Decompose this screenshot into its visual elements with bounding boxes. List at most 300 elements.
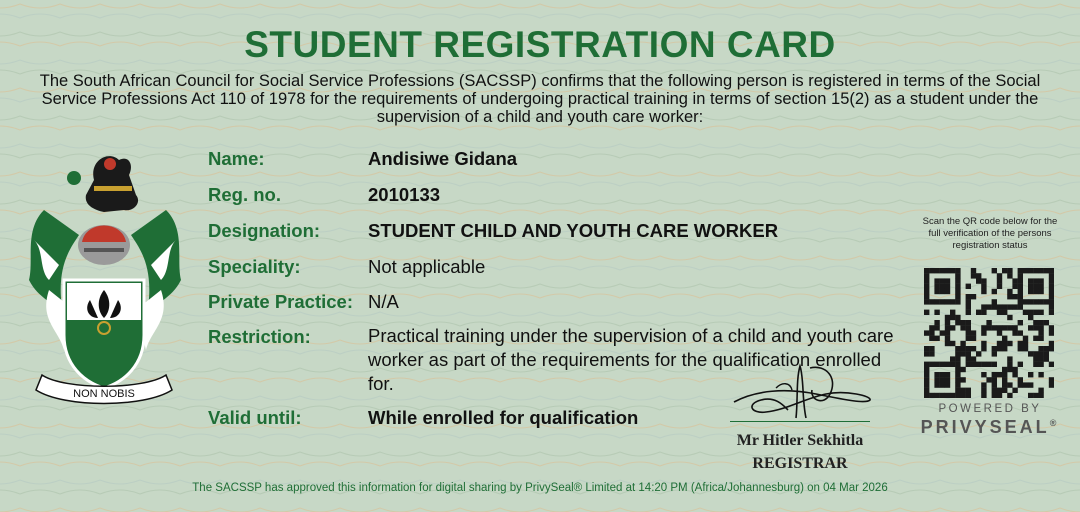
qr-module xyxy=(1044,268,1049,273)
qr-module xyxy=(955,362,960,367)
qr-module xyxy=(955,315,960,320)
qr-module xyxy=(924,382,929,387)
qr-module xyxy=(997,393,1002,398)
qr-module xyxy=(955,356,960,361)
qr-module xyxy=(945,325,950,330)
qr-module xyxy=(940,284,945,289)
qr-module xyxy=(940,330,945,335)
qr-module xyxy=(1038,356,1043,361)
qr-module xyxy=(1028,310,1033,315)
qr-module xyxy=(1038,284,1043,289)
qr-module xyxy=(940,382,945,387)
qr-module xyxy=(1002,377,1007,382)
qr-module xyxy=(1007,268,1012,273)
qr-module xyxy=(955,372,960,377)
qr-module xyxy=(997,273,1002,278)
qr-module xyxy=(929,393,934,398)
qr-module xyxy=(981,382,986,387)
qr-module xyxy=(1012,330,1017,335)
private-practice-value: N/A xyxy=(368,291,399,312)
qr-module xyxy=(929,351,934,356)
qr-module xyxy=(971,294,976,299)
name-label: Name: xyxy=(208,148,265,169)
powered-by-label: POWERED BY xyxy=(938,403,1042,415)
qr-module xyxy=(934,268,939,273)
qr-module xyxy=(945,336,950,341)
qr-module xyxy=(1028,299,1033,304)
qr-module xyxy=(1012,367,1017,372)
valid-until-value: While enrolled for qualification xyxy=(368,407,639,428)
qr-module xyxy=(1002,325,1007,330)
qr-module xyxy=(1018,320,1023,325)
qr-module xyxy=(1012,372,1017,377)
coat-of-arms-icon xyxy=(24,150,186,410)
qr-module xyxy=(945,341,950,346)
qr-module xyxy=(992,325,997,330)
qr-module xyxy=(1002,382,1007,387)
private-practice-label: Private Practice: xyxy=(208,291,354,312)
crest-motto: NON NOBIS xyxy=(73,388,135,400)
qr-module xyxy=(924,278,929,283)
qr-module xyxy=(1049,299,1054,304)
qr-module xyxy=(950,362,955,367)
qr-module xyxy=(1023,382,1028,387)
qr-module xyxy=(934,372,939,377)
qr-module xyxy=(1038,393,1043,398)
qr-module xyxy=(960,346,965,351)
qr-module xyxy=(945,284,950,289)
qr-module xyxy=(966,336,971,341)
qr-module xyxy=(1028,278,1033,283)
qr-module xyxy=(1038,346,1043,351)
qr-module xyxy=(971,336,976,341)
registrar-name: Mr Hitler Sekhitla xyxy=(736,432,864,449)
qr-module xyxy=(992,351,997,356)
qr-module xyxy=(960,325,965,330)
qr-module xyxy=(981,278,986,283)
qr-module xyxy=(1007,289,1012,294)
qr-module xyxy=(966,284,971,289)
qr-module xyxy=(1044,346,1049,351)
qr-module xyxy=(929,299,934,304)
qr-module xyxy=(1049,325,1054,330)
qr-module xyxy=(1007,325,1012,330)
qr-module xyxy=(1018,382,1023,387)
qr-module xyxy=(934,320,939,325)
qr-module xyxy=(924,284,929,289)
reg-no-value: 2010133 xyxy=(368,184,441,205)
qr-module xyxy=(1038,388,1043,393)
qr-module xyxy=(981,362,986,367)
qr-module xyxy=(934,362,939,367)
qr-module xyxy=(966,388,971,393)
qr-module xyxy=(1007,294,1012,299)
qr-module xyxy=(981,330,986,335)
qr-module xyxy=(1033,336,1038,341)
qr-module xyxy=(986,320,991,325)
qr-module xyxy=(945,268,950,273)
qr-instruction: Scan the QR code below for the full verification of the persons registration status xyxy=(922,216,1058,251)
qr-module xyxy=(950,356,955,361)
qr-module xyxy=(934,278,939,283)
qr-module xyxy=(940,278,945,283)
qr-module xyxy=(981,304,986,309)
qr-module xyxy=(981,346,986,351)
qr-module xyxy=(955,367,960,372)
qr-module xyxy=(934,393,939,398)
qr-module xyxy=(1023,336,1028,341)
qr-module xyxy=(981,284,986,289)
qr-module xyxy=(1002,372,1007,377)
qr-module xyxy=(966,320,971,325)
qr-module xyxy=(1023,341,1028,346)
qr-module xyxy=(971,356,976,361)
qr-module xyxy=(1049,304,1054,309)
qr-module xyxy=(1023,299,1028,304)
qr-module xyxy=(945,299,950,304)
qr-module xyxy=(1002,304,1007,309)
qr-module xyxy=(971,273,976,278)
qr-module xyxy=(955,377,960,382)
qr-module xyxy=(924,367,929,372)
qr-module xyxy=(966,325,971,330)
qr-module xyxy=(1049,377,1054,382)
qr-module xyxy=(1023,310,1028,315)
qr-module xyxy=(950,268,955,273)
registrar-title: REGISTRAR xyxy=(752,455,848,472)
qr-module xyxy=(1033,393,1038,398)
qr-module xyxy=(945,330,950,335)
qr-module xyxy=(976,362,981,367)
qr-module xyxy=(1028,372,1033,377)
qr-module xyxy=(1023,346,1028,351)
qr-module xyxy=(945,393,950,398)
qr-module xyxy=(945,315,950,320)
qr-module xyxy=(1002,310,1007,315)
qr-module xyxy=(1049,382,1054,387)
wave-line xyxy=(0,144,1080,148)
qr-module xyxy=(997,341,1002,346)
qr-module xyxy=(1018,330,1023,335)
qr-module xyxy=(992,362,997,367)
qr-module xyxy=(934,377,939,382)
qr-module xyxy=(986,377,991,382)
wave-line xyxy=(0,14,1080,18)
qr-module xyxy=(1038,278,1043,283)
qr-module xyxy=(1002,367,1007,372)
qr-module xyxy=(960,377,965,382)
qr-module xyxy=(1007,367,1012,372)
qr-module xyxy=(986,325,991,330)
qr-module xyxy=(1049,362,1054,367)
card-title: STUDENT REGISTRATION CARD xyxy=(244,24,836,65)
qr-module xyxy=(955,268,960,273)
privyseal-brand-text: PRIVYSEAL xyxy=(920,417,1050,437)
qr-module xyxy=(1033,351,1038,356)
qr-module xyxy=(940,289,945,294)
qr-module xyxy=(1033,356,1038,361)
qr-module xyxy=(1033,289,1038,294)
valid-until-label: Valid until: xyxy=(208,407,302,428)
qr-module xyxy=(924,289,929,294)
qr-module xyxy=(940,268,945,273)
qr-module xyxy=(934,382,939,387)
qr-module xyxy=(1012,388,1017,393)
qr-module xyxy=(1028,315,1033,320)
qr-module xyxy=(1049,273,1054,278)
qr-module xyxy=(924,351,929,356)
qr-module xyxy=(934,310,939,315)
qr-module xyxy=(1018,284,1023,289)
qr-module xyxy=(971,268,976,273)
qr-module xyxy=(971,362,976,367)
qr-module xyxy=(1033,284,1038,289)
qr-module xyxy=(1002,268,1007,273)
qr-module xyxy=(997,388,1002,393)
qr-module xyxy=(940,393,945,398)
qr-module xyxy=(966,294,971,299)
qr-module xyxy=(992,388,997,393)
qr-module xyxy=(992,346,997,351)
qr-module xyxy=(929,362,934,367)
qr-module xyxy=(992,304,997,309)
qr-module xyxy=(934,299,939,304)
qr-module xyxy=(955,278,960,283)
registrar-signature xyxy=(726,360,876,426)
qr-module xyxy=(1007,315,1012,320)
qr-module xyxy=(1018,346,1023,351)
qr-module xyxy=(1038,289,1043,294)
qr-module xyxy=(955,289,960,294)
qr-module xyxy=(997,284,1002,289)
qr-module xyxy=(1012,294,1017,299)
name-value: Andisiwe Gidana xyxy=(368,148,518,169)
qr-module xyxy=(955,273,960,278)
qr-module xyxy=(1018,289,1023,294)
qr-module xyxy=(1049,346,1054,351)
qr-module xyxy=(1007,362,1012,367)
qr-module xyxy=(924,346,929,351)
qr-module xyxy=(924,273,929,278)
qr-module xyxy=(1018,278,1023,283)
qr-module xyxy=(1049,310,1054,315)
qr-module xyxy=(1028,268,1033,273)
qr-module xyxy=(1007,273,1012,278)
qr-module xyxy=(1002,336,1007,341)
qr-module xyxy=(981,325,986,330)
qr-module xyxy=(992,382,997,387)
qr-module xyxy=(945,382,950,387)
speciality-label: Speciality: xyxy=(208,256,301,277)
qr-module xyxy=(1044,356,1049,361)
qr-module xyxy=(1002,346,1007,351)
qr-code[interactable] xyxy=(924,268,1054,398)
qr-module xyxy=(929,268,934,273)
qr-module xyxy=(940,362,945,367)
wave-line xyxy=(0,462,1080,466)
qr-module xyxy=(1049,284,1054,289)
qr-module xyxy=(1018,362,1023,367)
qr-module xyxy=(1049,278,1054,283)
qr-module xyxy=(924,294,929,299)
qr-module xyxy=(997,346,1002,351)
qr-module xyxy=(955,393,960,398)
qr-module xyxy=(966,393,971,398)
qr-module xyxy=(981,341,986,346)
qr-module xyxy=(1038,362,1043,367)
qr-module xyxy=(966,304,971,309)
reg-no-label: Reg. no. xyxy=(208,184,281,205)
qr-module xyxy=(1028,284,1033,289)
qr-module xyxy=(1038,310,1043,315)
qr-module xyxy=(950,299,955,304)
qr-module xyxy=(966,351,971,356)
qr-module xyxy=(1033,268,1038,273)
qr-module xyxy=(976,278,981,283)
qr-module xyxy=(945,278,950,283)
qr-module xyxy=(1033,362,1038,367)
qr-module xyxy=(945,377,950,382)
wave-line xyxy=(0,4,1080,8)
designation-label: Designation: xyxy=(208,220,321,241)
qr-module xyxy=(924,362,929,367)
qr-module xyxy=(966,362,971,367)
qr-module xyxy=(960,388,965,393)
qr-module xyxy=(1038,268,1043,273)
speciality-value: Not applicable xyxy=(368,256,486,277)
qr-module xyxy=(1023,268,1028,273)
qr-module xyxy=(1002,341,1007,346)
signature-line xyxy=(730,421,870,422)
qr-module xyxy=(1002,388,1007,393)
qr-module xyxy=(997,325,1002,330)
qr-module xyxy=(955,284,960,289)
qr-module xyxy=(976,310,981,315)
qr-module xyxy=(1007,304,1012,309)
qr-module xyxy=(1038,320,1043,325)
qr-module xyxy=(1028,325,1033,330)
qr-module xyxy=(1033,320,1038,325)
qr-module xyxy=(986,362,991,367)
qr-module xyxy=(924,388,929,393)
qr-module xyxy=(945,372,950,377)
qr-module xyxy=(966,346,971,351)
footer-disclaimer: The SACSSP has approved this information for digital sharing by PrivySeal® Limited at 14:20 PM (Africa/Johannesburg) on 04 Mar 2026 xyxy=(192,482,888,494)
qr-module xyxy=(1049,341,1054,346)
qr-module xyxy=(966,299,971,304)
qr-module xyxy=(934,289,939,294)
qr-module xyxy=(1012,325,1017,330)
qr-module xyxy=(1028,351,1033,356)
qr-module xyxy=(955,382,960,387)
designation-value: STUDENT CHILD AND YOUTH CARE WORKER xyxy=(368,220,779,241)
qr-module xyxy=(1028,382,1033,387)
qr-module xyxy=(1038,372,1043,377)
qr-module xyxy=(1007,341,1012,346)
qr-module xyxy=(997,304,1002,309)
qr-module xyxy=(997,372,1002,377)
qr-module xyxy=(966,310,971,315)
qr-module xyxy=(992,372,997,377)
qr-module xyxy=(929,346,934,351)
qr-module xyxy=(986,304,991,309)
qr-module xyxy=(1018,377,1023,382)
qr-module xyxy=(929,336,934,341)
qr-module xyxy=(955,320,960,325)
wave-line xyxy=(0,452,1080,456)
qr-module xyxy=(960,320,965,325)
qr-module xyxy=(997,278,1002,283)
qr-module xyxy=(981,393,986,398)
qr-module xyxy=(955,299,960,304)
qr-module xyxy=(1018,268,1023,273)
qr-module xyxy=(1049,330,1054,335)
qr-module xyxy=(966,330,971,335)
qr-module xyxy=(1038,351,1043,356)
qr-module xyxy=(992,289,997,294)
qr-module xyxy=(966,356,971,361)
qr-module xyxy=(950,310,955,315)
qr-module xyxy=(1038,336,1043,341)
restriction-label: Restriction: xyxy=(208,326,311,347)
qr-module xyxy=(950,325,955,330)
qr-module xyxy=(924,330,929,335)
qr-module xyxy=(934,325,939,330)
qr-module xyxy=(981,289,986,294)
restriction-value: Practical training under the supervision of a child and youth care worker as part of the requirements for the qualification enrolled for. xyxy=(368,325,894,394)
qr-module xyxy=(1049,268,1054,273)
qr-module xyxy=(924,268,929,273)
qr-module xyxy=(945,320,950,325)
qr-module xyxy=(945,362,950,367)
qr-module xyxy=(992,299,997,304)
qr-module xyxy=(1044,299,1049,304)
qr-module xyxy=(1033,278,1038,283)
qr-module xyxy=(1033,310,1038,315)
qr-module xyxy=(1007,393,1012,398)
qr-module xyxy=(1033,299,1038,304)
qr-module xyxy=(924,393,929,398)
qr-module xyxy=(955,294,960,299)
qr-module xyxy=(1038,325,1043,330)
qr-module xyxy=(1018,341,1023,346)
qr-module xyxy=(1028,393,1033,398)
qr-module xyxy=(960,367,965,372)
wave-line xyxy=(0,508,1080,512)
intro-text: The South African Council for Social Service Professions (SACSSP) confirms that the following person is registered in terms of the Social Service Professions Act 110 of 1978 for the requirements of undergoing practical training in terms of section 15(2) as a student under the supervision of a child and youth care worker: xyxy=(39,72,1041,126)
qr-module xyxy=(950,393,955,398)
qr-module xyxy=(1018,273,1023,278)
qr-module xyxy=(924,372,929,377)
qr-module xyxy=(1049,289,1054,294)
qr-module xyxy=(950,315,955,320)
qr-module xyxy=(955,388,960,393)
qr-module xyxy=(1038,330,1043,335)
qr-module xyxy=(992,377,997,382)
qr-module xyxy=(997,330,1002,335)
qr-module xyxy=(1028,289,1033,294)
qr-module xyxy=(960,393,965,398)
qr-module xyxy=(940,372,945,377)
qr-module xyxy=(934,284,939,289)
qr-module xyxy=(976,273,981,278)
qr-module xyxy=(955,346,960,351)
qr-module xyxy=(976,351,981,356)
qr-module xyxy=(955,351,960,356)
qr-module xyxy=(1044,351,1049,356)
qr-module xyxy=(971,346,976,351)
qr-module xyxy=(1038,299,1043,304)
